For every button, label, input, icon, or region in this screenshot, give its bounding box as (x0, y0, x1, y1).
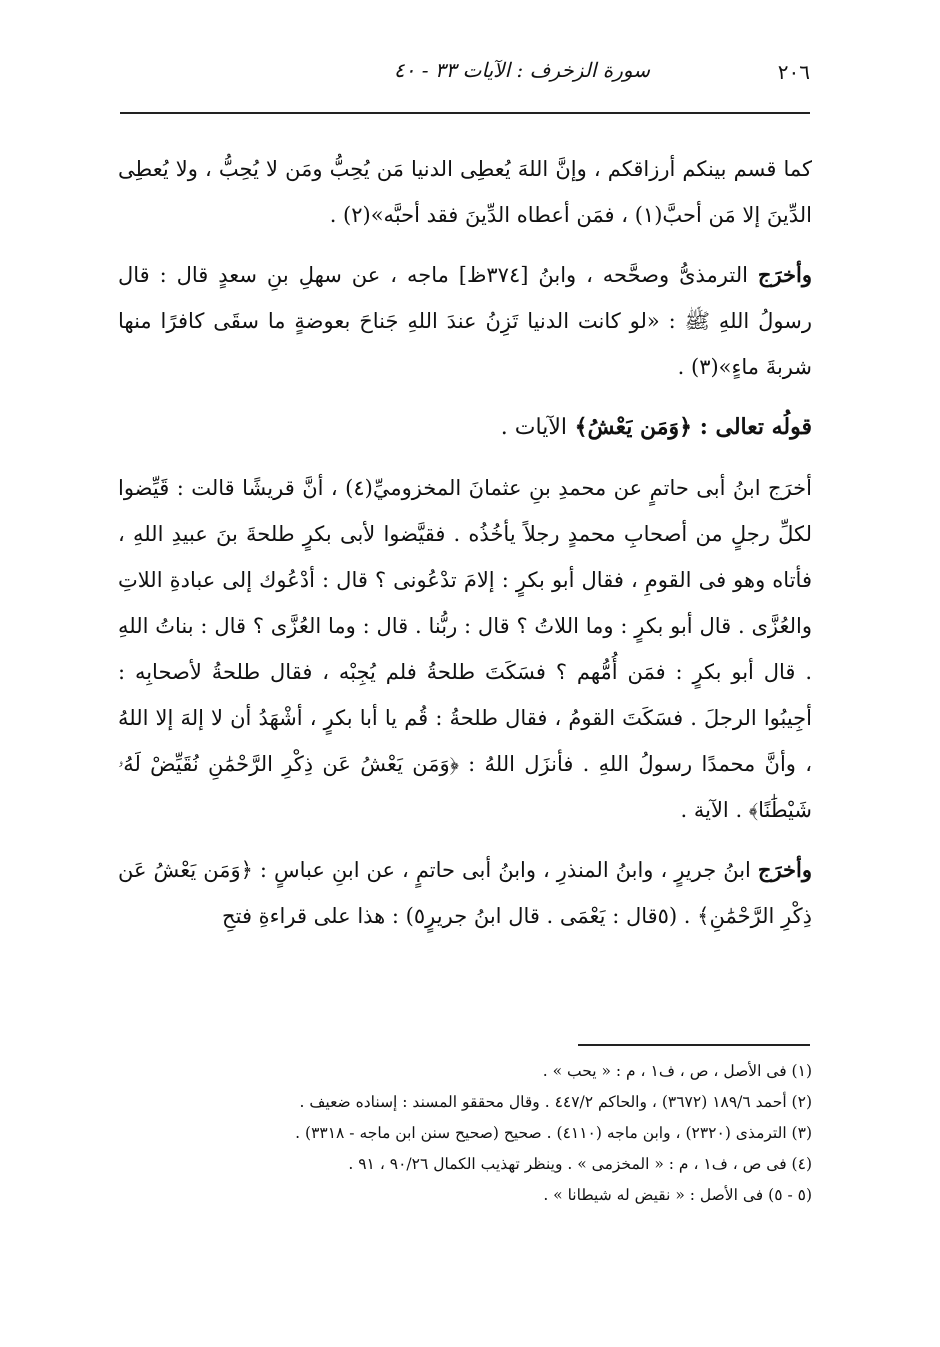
paragraph-2-lead: وأخرَج (757, 262, 812, 287)
paragraph-2 (118, 252, 812, 390)
paragraph-4-lead: وأخرَج (757, 857, 812, 882)
verse-heading-bold: قولُه تعالى : ﴿وَمَن يَعْشُ﴾ (574, 414, 812, 440)
footnote-5: (٥ - ٥) فى الأصل : « نقيض له شيطانا » . (543, 1186, 812, 1204)
footnote-rule (578, 1044, 810, 1046)
paragraph-3 (118, 465, 812, 833)
paragraph-1-text: كما قسم بينكم أرزاقكم ، وإنَّ اللهَ يُعطِى الدنيا مَن يُحِبُّ ومَن لا يُحِبُّ ، ولا يُعطِى الدِّينَ إلا مَن أحبَّ(١) ، فمَن أعطاه الدِّينَ فقد أحبَّه»(٢) . (118, 157, 812, 227)
footnote-4: (٤) فى ص ، ف١ ، م : « المخزمى » . وينظر تهذيب الكمال ٩٠/٢٦ ، ٩١ . (348, 1155, 812, 1173)
header-rule (120, 112, 810, 114)
page-number: ٢٠٦ (777, 60, 810, 84)
page-header (120, 54, 810, 98)
footnote-2: (٢) أحمد ١٨٩/٦ (٣٦٧٢) ، والحاكم ٤٤٧/٢ . وقال محققو المسند : إسناده ضعيف . (299, 1093, 812, 1111)
paragraph-2-text: الترمذىُّ وصحَّحه ، وابنُ [٣٧٤ظ] ماجه ، عن سهلِ بنِ سعدٍ قال : قال رسولُ اللهِ ﷺ : «لو كانت الدنيا تَزِنُ عندَ اللهِ جَناحَ بعوضةٍ ما سقَى كافرًا منها شربةَ ماءٍ»(٣) . (118, 263, 812, 379)
footnote-1: (١) فى الأصل ، ص ، ف١ ، م : « يحب » . (542, 1062, 812, 1080)
main-text (118, 146, 812, 953)
paragraph-4 (118, 847, 812, 939)
paragraph-3-text: أخرَج ابنُ أبى حاتمٍ عن محمدِ بنِ عثمانَ المخزوميِّ(٤) ، أنَّ قريشًا قالت : قَيِّضوا لكلِّ رجلٍ من أصحابِ محمدٍ رجلاً يأخُذُه . فقيَّضوا لأبى بكرٍ طلحةَ بنَ عبيدِ اللهِ ، فأتاه وهو فى القومِ ، فقال أبو بكرٍ : إلامَ تدْعُونى ؟ قال : أدْعُوك إلى عبادةِ اللاتِ والعُزَّى . قال أبو بكرٍ : وما اللاتُ ؟ قال : ربُّنا . قال : وما العُزَّى ؟ قال : بناتُ اللهِ . قال أبو بكرٍ : فمَن أُمُّهم ؟ فسَكَتَ طلحةُ فلم يُجِبْه ، فقال طلحةُ لأصحابِه : أجِيبُوا الرجلَ . فسَكَتَ القومُ ، فقال طلحةُ : قُم يا أبا بكرٍ ، أشْهَدُ أن لا إلهَ إلا اللهُ ، وأنَّ محمدًا رسولُ اللهِ . فأنزَل اللهُ : ﴿وَمَن يَعْشُ عَن ذِكْرِ الرَّحْمَٰنِ نُقَيِّضْ لَهُۥ شَيْطَٰنًا﴾ . الآية . (118, 476, 812, 822)
footnote-3: (٣) الترمذى (٢٣٢٠) ، وابن ماجه (٤١١٠) . صحيح (صحيح سنن ابن ماجه - ٣٣١٨) . (295, 1124, 812, 1142)
running-title: سورة الزخرف : الآيات ٣٣ - ٤٠ (393, 58, 650, 82)
paragraph-1 (118, 146, 812, 238)
verse-heading-rest: الآيات . (500, 415, 567, 440)
paragraph-4-text: ابنُ جريرٍ ، وابنُ المنذرِ ، وابنُ أبى حاتمٍ ، عن ابنِ عباسٍ : ﴿وَمَن يَعْشُ عَن ذِكْرِ الرَّحْمَٰنِ﴾ . (٥قال : يَعْمَى . قال ابنُ جريرٍ٥) : هذا على قراءةِ فتحِ (118, 858, 812, 928)
verse-heading (118, 404, 812, 451)
footnotes (118, 1056, 812, 1211)
